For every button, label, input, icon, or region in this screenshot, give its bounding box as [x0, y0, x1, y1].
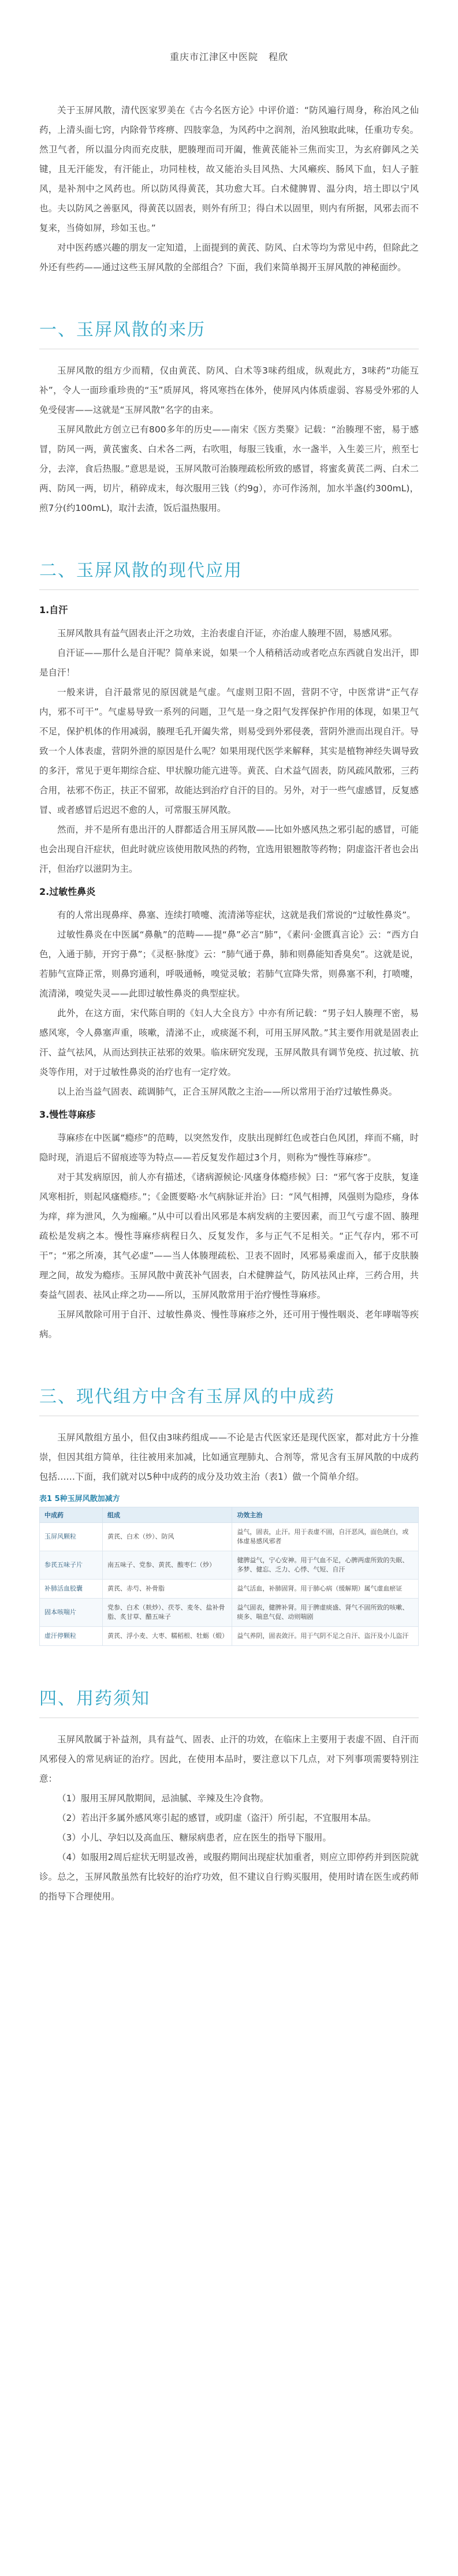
- intro-paragraph: 对中医药感兴趣的朋友一定知道，上面提到的黄芪、防风、白术等均为常见中药，但除此之外还有些药——通过这些玉屏风散的全部组合？下面，我们来简单揭开玉屏风散的神秘面纱。: [39, 242, 419, 272]
- table-cell: 益气固表，健脾补肾。用于脾虚痰盛、肾气不固所致的咳嗽、痰多、喘息气促、动则喘剧: [232, 1599, 419, 1627]
- section-paragraph: 玉屏风散属于补益剂，具有益气、固表、止汗的功效，在临床上主要用于表虚不固、自汗而风邪侵入的常见病证的治疗。因此，在使用本品时，要注意以下几点，对下列事项需要特别注意：: [39, 1734, 419, 1784]
- table-cell: 补肺活血胶囊: [40, 1580, 103, 1599]
- section-paragraph: 自汗证——那什么是自汗呢？简单来说，如果一个人稍稍活动或者吃点东西就自发出汗，即是自汗！: [39, 648, 419, 678]
- table-cell: 健脾益气，宁心安神。用于气血不足，心脾两虚所致的失眠、多梦、健忘、乏力、心悸、气短、自汗: [232, 1551, 419, 1580]
- author-byline: [39, 0, 419, 73]
- section-paragraph: 玉屏风散此方创立已有800多年的历史——南宋《医方类聚》记载：“治腠理不密，易于感冒，防风一两，黄芪蜜炙、白术各二两，右吹咀，每服三钱重，水一盏半，入生姜三片，煎至七分，去滓，食后热服。”意思是说，玉屏风散可治腠理疏松所致的感冒，将蜜炙黄芪二两、白术二两、防风一两，切片，稍碎成末，每次服用三钱（约9g），亦可作汤剂，加水半盏(约300mL)，煎7分(约100mL)，取汁去渣，饭后温热服用。: [39, 424, 419, 513]
- table-row: [40, 1580, 419, 1599]
- section-paragraph: （4）如服用2周后症状无明显改善，或服药期间出现症状加重者，则应立即停药并到医院就诊。总之，玉屏风散虽然有比较好的治疗功效，但不建议自行购买服用，使用时请在医生或药师的指导下合理使用。: [39, 1852, 419, 1902]
- intro: [39, 100, 419, 277]
- table-row: [40, 1523, 419, 1551]
- section-paragraph: 然而，并不是所有患出汗的人群都适合用玉屏风散——比如外感风热之邪引起的感冒，可能也会出现自汗症状，但此时就应该使用散风热的药物，宜选用银翘散等药物；阴虚盗汗者也会出汗，但治疗以滋阴为主。: [39, 824, 419, 874]
- subsection-heading: 3.慢性荨麻疹: [39, 1109, 96, 1120]
- table-cell: 虚汗停颗粒: [40, 1627, 103, 1646]
- author-name: 程欣: [269, 51, 289, 62]
- section-paragraph: 荨麻疹在中医属“瘾疹”的范畴，以突然发作，皮肤出现鲜红色或苍白色风团，痒而不痛，时隐时现，消退后不留痕迹等为特点——若反复发作超过3个月，则称为“慢性荨麻疹”。: [39, 1133, 419, 1163]
- table-cell: 黄芪、白术（炒）、防风: [103, 1523, 232, 1551]
- table-cell: 益气活血，补肺固肾。用于肺心病（缓解期）属气虚血瘀证: [232, 1580, 419, 1599]
- section-title: 四、用药须知: [39, 1684, 419, 1718]
- section-origin: [39, 315, 419, 518]
- section-title: 二、玉屏风散的现代应用: [39, 556, 419, 590]
- section-paragraph: 以上治当益气固表、疏调肺气，正合玉屏风散之主治——所以常用于治疗过敏性鼻炎。: [57, 1087, 398, 1097]
- section-medication-notes: [39, 1684, 419, 1906]
- section-paragraph: 此外，在这方面，宋代陈自明的《妇人大全良方》中亦有所记载：“男子妇人腠理不密，易感风寒，令人鼻塞声重，咳嗽，清涕不止，或痰涎不利，可用玉屏风散。”其主要作用就是固表止汗、益气祛风，从而达到扶正祛邪的效果。临床研究发现，玉屏风散具有调节免疫、抗过敏、抗炎等作用，对于过敏性鼻炎的治疗也有一定疗效。: [39, 1008, 419, 1077]
- section-paragraph: （1）服用玉屏风散期间，忌油腻、辛辣及生冷食物。: [57, 1793, 269, 1804]
- section-title: 一、玉屏风散的来历: [39, 315, 419, 349]
- subsection-heading: 1.自汗: [39, 604, 68, 615]
- table-cell: 益气，固表，止汗。用于表虚不固，自汗恶风，面色㿠白，或体虚易感风邪者: [232, 1523, 419, 1551]
- table-cell: 党参、白术（麸炒）、茯苓、麦冬、盐补骨脂、炙甘草、醋五味子: [103, 1599, 232, 1627]
- section-paragraph: 玉屏风散组方虽小，但仅由3味药组成——不论是古代医家还是现代医家，都对此方十分推崇，但因其组方简单，往往被用来加减，比如通宣理肺丸、合剂等，常见含有玉屏风散的中成药包括……下面，我们就对以5种中成药的成分及功效主治（表1）做一个简单介绍。: [39, 1432, 419, 1482]
- section-paragraph: 有的人常出现鼻痒、鼻塞、连续打喷嚏、流清涕等症状，这就是我们常说的“过敏性鼻炎”。: [57, 910, 416, 920]
- table-cell: 益气养阴，固表敛汗。用于气阴不足之自汗、盗汗及小儿盗汗: [232, 1627, 419, 1646]
- table-cell: 南五味子、党参、黄芪、酸枣仁（炒）: [103, 1551, 232, 1580]
- table-row: [40, 1627, 419, 1646]
- section-modern-use: [39, 556, 419, 1344]
- table-row: [40, 1599, 419, 1627]
- table-header-cell: 中成药: [40, 1507, 103, 1523]
- table-caption: 表1 5种玉屏风散加减方: [39, 1495, 120, 1503]
- section-paragraph: 玉屏风散具有益气固表止汗之功效，主治表虚自汗证，亦治虚人腠理不固，易感风邪。: [57, 628, 398, 639]
- hospital-name: 重庆市江津区中医院: [169, 51, 258, 62]
- table-cell: 固本咳喘片: [40, 1599, 103, 1627]
- section-title: 三、现代组方中含有玉屏风的中成药: [39, 1382, 419, 1416]
- table-cell: 黄芪、赤芍、补骨脂: [103, 1580, 232, 1599]
- table-header-cell: 组成: [103, 1507, 232, 1523]
- intro-paragraph: 关于玉屏风散，清代医家罗美在《古今名医方论》中评价道：“防风遍行周身，称治风之仙药，上清头面七窍，内除骨节疼痹、四肢挛急，为风药中之润剂，治风独取此味，任重功专矣。然卫气者，所以温分肉而充皮肤，肥腠理而司开阖，惟黄芪能补三焦而实卫，为玄府御风之关键，且无汗能发，有汗能止，功同桂枝，故又能治头目风热、大风癞疾、肠风下血，妇人子脏风，是补剂中之风药也。所以防风得黄芪，其功愈大耳。白术健脾胃、温分肉，培土即以宁风也。夫以防风之善驱风，得黄芪以固表，则外有所卫；得白术以固里，则内有所据，风邪去而不复来，当倚如屏，珍如玉也。”: [39, 105, 419, 233]
- table-row: [40, 1551, 419, 1580]
- section-paragraph: 一般来讲，自汗最常见的原因就是气虚。气虚则卫阳不固，营阴不守，中医常讲“正气存内，邪不可干”。气虚易导致一系列的问题，卫气是一身之阳气发挥保护作用的体现，如果卫气不足，保护机体的作用减弱，腠理毛孔开阖失常，则易受到外邪侵袭，营阴外泄而出现自汗。导致一个人体表虚，营阴外泄的原因是什么呢？如果用现代医学来解释，其实是植物神经失调导致的多汗，常见于更年期综合症、甲状腺功能亢进等。黄芪、白术益气固表，防风疏风散邪，三药合用，祛邪不伤正，扶正不留邪，故能达到治疗自汗的目的。另外，对于一些气虚感冒，反复感冒、或者感冒后迟迟不愈的人，可常服玉屏风散。: [39, 687, 419, 815]
- section-paragraph: （3）小儿、孕妇以及高血压、糖尿病患者，应在医生的指导下服用。: [57, 1832, 332, 1843]
- section-paragraph: 过敏性鼻炎在中医属“鼻鼽”的范畴——提“鼻”必言“肺”，《素问·金匮真言论》云：“西方白色，入通于肺，开窍于鼻”；《灵枢·脉度》云：“肺气通于鼻，肺和则鼻能知香臭矣”。这就是说，若肺气宣降正常，则鼻窍通利，呼吸通畅，嗅觉灵敏；若肺气宣降失常，则鼻塞不利，打喷嚏，流清涕，嗅觉失灵——此即过敏性鼻炎的典型症状。: [39, 929, 419, 999]
- formula-table: [39, 1507, 419, 1646]
- table-cell: 黄芪、浮小麦、大枣、糯稻根、牡蛎（煅）: [103, 1627, 232, 1646]
- section-proprietary-medicines: [39, 1382, 419, 1646]
- table-cell: 参芪五味子片: [40, 1551, 103, 1580]
- table-header-row: [40, 1507, 419, 1523]
- section-paragraph: （2）若出汗多属外感风寒引起的感冒，或阴虚（盗汗）所引起，不宜服用本品。: [57, 1813, 377, 1823]
- table-header-cell: 功效主治: [232, 1507, 419, 1523]
- section-paragraph: 玉屏风散除可用于自汗、过敏性鼻炎、慢性荨麻疹之外，还可用于慢性咽炎、老年哮喘等疾病。: [39, 1309, 419, 1339]
- subsection-heading: 2.过敏性鼻炎: [39, 886, 96, 897]
- table-cell: 玉屏风颗粒: [40, 1523, 103, 1551]
- section-paragraph: 玉屏风散的组方少而精，仅由黄芪、防风、白术等3味药组成，纵观此方，3味药“功能互补”，令人一面珍重珍贵的“玉”质屏风，将风寒挡在体外，使屏风内体质虚弱、容易受外邪的人免受侵害——这就是“玉屏风散”名字的由来。: [39, 365, 419, 415]
- section-paragraph: 对于其发病原因，前人亦有描述，《诸病源候论·风瘙身体瘾疹候》曰：“邪气客于皮肤，复逢风寒相折，则起风瘙瘾疹。”；《金匮要略·水气病脉证并治》曰：“风气相搏，风强则为隐疹，身体为痒，痒为泄风，久为痂癞。”从中可以看出风邪是本病发病的主要因素，而卫气亏虚不固、腠理疏松是发病之本。慢性荨麻疹病程日久、反复发作，多与正气不足相关。“正气存内，邪不可干”；“邪之所凑，其气必虚”——当人体腠理疏松、卫表不固时，风邪易乘虚而入，郁于皮肤腠理之间，故发为瘾疹。玉屏风散中黄芪补气固表，白术健脾益气，防风祛风止痒，三药合用，共奏益气固表、祛风止痒之功——所以，玉屏风散常用于治疗慢性荨麻疹。: [39, 1172, 419, 1300]
